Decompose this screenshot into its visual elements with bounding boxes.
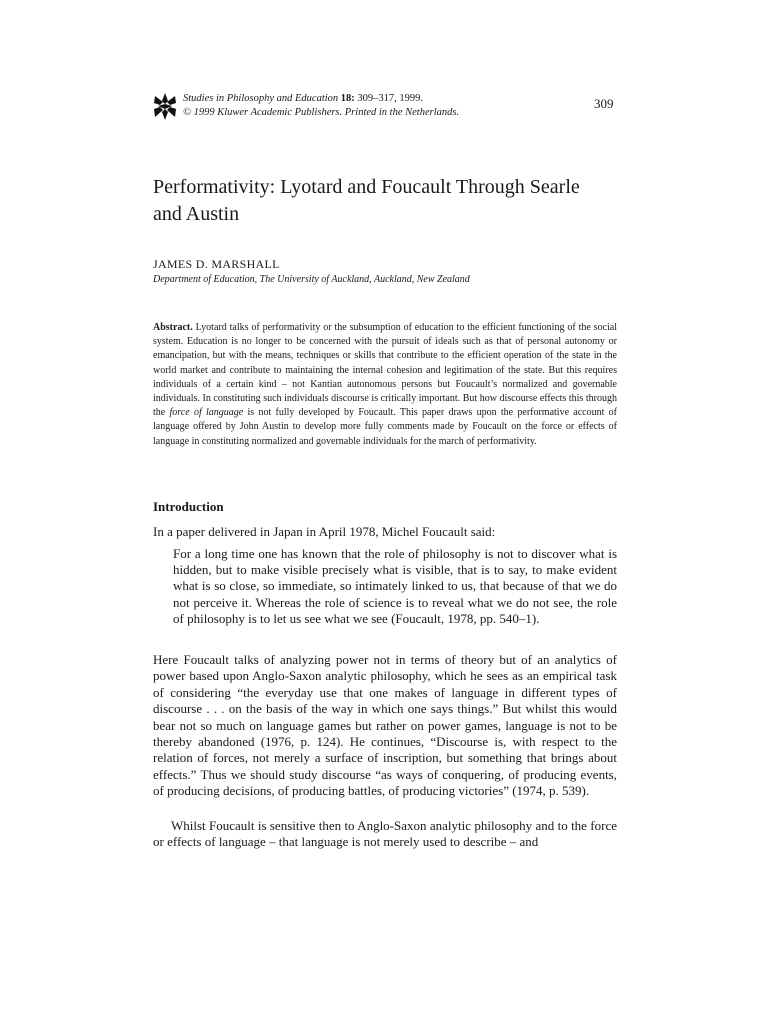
journal-pages-year: 309–317, 1999. <box>354 93 424 104</box>
abstract-emphasis: force of language <box>169 407 244 419</box>
page-number: 309 <box>594 96 614 111</box>
abstract-label: Abstract. <box>153 322 193 333</box>
journal-name: Studies in Philosophy and Education <box>183 93 339 104</box>
abstract <box>153 321 617 449</box>
publisher-logo-icon <box>153 93 177 120</box>
abstract-text-2: is not fully developed by Foucault. This paper draws upon the performative account of language offered by John Austin to develop more fully comments made by Foucault on the force or effects of language in constituting normalized and governable individuals for the march of performativity. <box>153 407 617 447</box>
copyright-line: © 1999 Kluwer Academic Publishers. Printed in the Netherlands. <box>183 107 460 118</box>
block-quote: For a long time one has known that the role of philosophy is not to discover what is hidden, but to make visible precisely what is visible, that is to say, to make evident what is so close, so immediate, so intimately linked to us, that because of that we do not perceive it. Whereas the role of science is to reveal what we do not see, the role of philosophy is to let us see what we see (Foucault, 1978, pp. 540–1). <box>173 546 617 626</box>
article-author: JAMES D. MARSHALL <box>153 257 280 271</box>
body-paragraph-3: Whilst Foucault is sensitive then to Anglo-Saxon analytic philosophy and to the force or effects of language – that language is not merely used to describe – and <box>153 818 617 850</box>
abstract-text-1: Lyotard talks of performativity or the subsumption of education to the efficient functioning of the social system. Education is no longer to be concerned with the pursuit of ideals such as that of personal autonomy or emancipation, but with the means, techniques or skills that contribute to the efficient operation of the state in the world market and contribute to maintaining the internal cohesion and legitimation of the state. But this requires individuals of a certain kind – not Kantian autonomous persons but Foucault’s normalized and governable individuals. In constituting such individuals discourse is critically important. But how discourse effects this through the <box>153 322 617 419</box>
author-affiliation: Department of Education, The University of Auckland, Auckland, New Zealand <box>153 274 470 285</box>
section-heading: Introduction <box>153 499 224 514</box>
journal-citation <box>183 92 459 120</box>
body-paragraph-2: Here Foucault talks of analyzing power not in terms of theory but of an analytics of power based upon Anglo-Saxon analytic philosophy, which he sees as an empirical task of considering “the everyday use that one makes of language in different types of discourse . . . on the basis of the way in which one says things.” But whilst this would bear not so much on language games but rather on power games, language is not to be thereby abandoned (1976, p. 124). He continues, “Discourse is, with respect to the relation of forces, not merely a surface of inscription, but something that brings about effects.” Thus we should study discourse “as ways of conquering, of producing events, of producing decisions, of producing battles, of producing victories” (1974, p. 539). <box>153 652 617 799</box>
journal-volume: 18: <box>340 93 355 104</box>
article-title: Performativity: Lyotard and Foucault Through Searle and Austin <box>153 176 580 225</box>
body-paragraph-1: In a paper delivered in Japan in April 1978, Michel Foucault said: <box>153 524 496 539</box>
